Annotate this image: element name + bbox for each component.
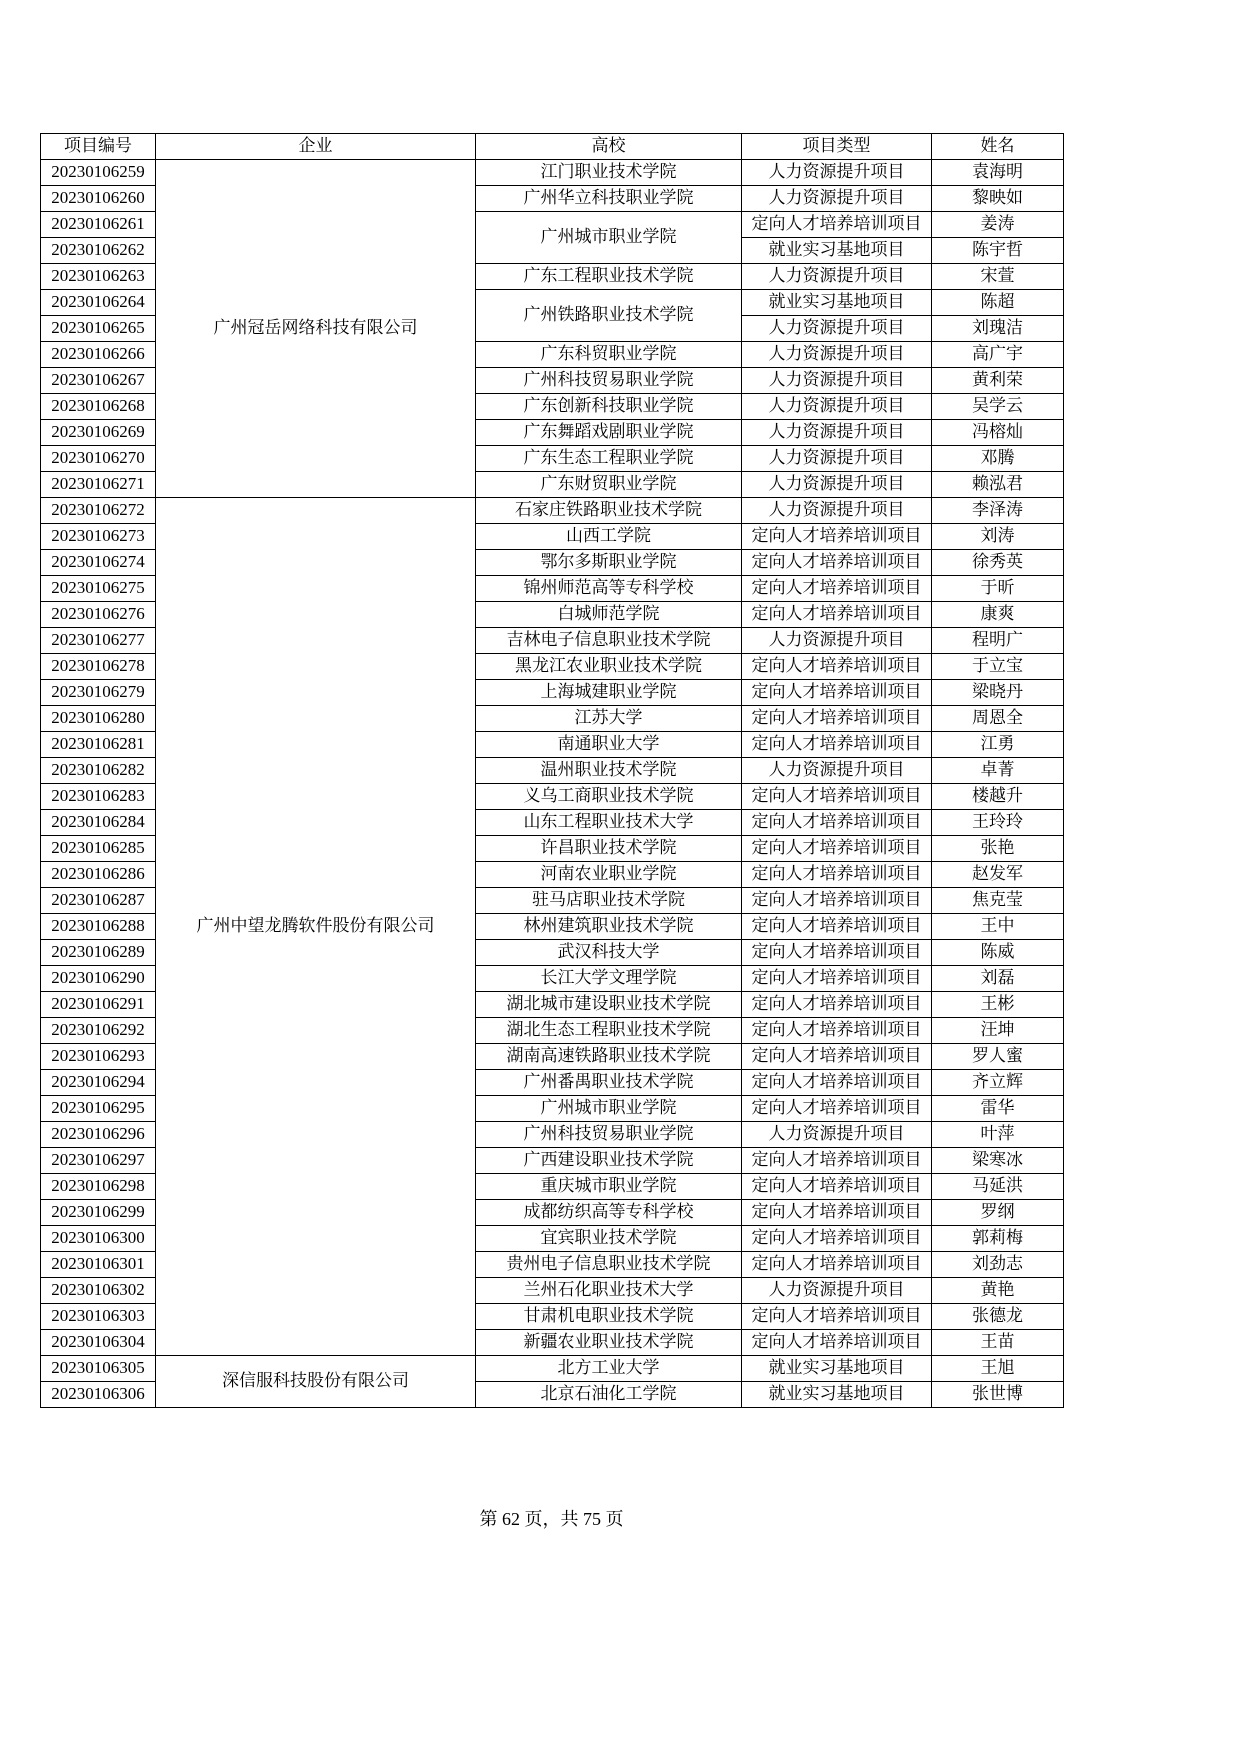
cell-project-id: 20230106280 — [41, 706, 156, 732]
cell-school: 广东创新科技职业学院 — [476, 394, 742, 420]
cell-project-id: 20230106287 — [41, 888, 156, 914]
cell-name: 李泽涛 — [932, 498, 1064, 524]
cell-project-type: 人力资源提升项目 — [742, 160, 932, 186]
cell-name: 邓腾 — [932, 446, 1064, 472]
cell-name: 陈宇哲 — [932, 238, 1064, 264]
cell-project-id: 20230106305 — [41, 1356, 156, 1382]
cell-school: 北方工业大学 — [476, 1356, 742, 1382]
cell-project-id: 20230106292 — [41, 1018, 156, 1044]
cell-project-type: 人力资源提升项目 — [742, 758, 932, 784]
cell-project-type: 就业实习基地项目 — [742, 238, 932, 264]
cell-school: 成都纺织高等专科学校 — [476, 1200, 742, 1226]
cell-school: 贵州电子信息职业技术学院 — [476, 1252, 742, 1278]
cell-project-id: 20230106284 — [41, 810, 156, 836]
cell-school: 广州铁路职业技术学院 — [476, 290, 742, 342]
cell-project-type: 人力资源提升项目 — [742, 420, 932, 446]
cell-name: 刘瑰洁 — [932, 316, 1064, 342]
cell-project-type: 就业实习基地项目 — [742, 1382, 932, 1408]
cell-name: 江勇 — [932, 732, 1064, 758]
cell-project-type: 定向人才培养培训项目 — [742, 940, 932, 966]
cell-school: 鄂尔多斯职业学院 — [476, 550, 742, 576]
cell-company: 广州中望龙腾软件股份有限公司 — [156, 498, 476, 1356]
cell-project-type: 定向人才培养培训项目 — [742, 680, 932, 706]
table-row — [41, 498, 1064, 524]
cell-name: 王苗 — [932, 1330, 1064, 1356]
cell-project-id: 20230106264 — [41, 290, 156, 316]
cell-project-id: 20230106299 — [41, 1200, 156, 1226]
cell-project-id: 20230106260 — [41, 186, 156, 212]
cell-project-type: 人力资源提升项目 — [742, 264, 932, 290]
cell-school: 广东工程职业技术学院 — [476, 264, 742, 290]
cell-project-type: 人力资源提升项目 — [742, 186, 932, 212]
cell-name: 徐秀英 — [932, 550, 1064, 576]
cell-project-id: 20230106281 — [41, 732, 156, 758]
cell-name: 张世博 — [932, 1382, 1064, 1408]
cell-project-id: 20230106276 — [41, 602, 156, 628]
cell-project-id: 20230106285 — [41, 836, 156, 862]
cell-project-type: 定向人才培养培训项目 — [742, 966, 932, 992]
column-header-project-id: 项目编号 — [41, 134, 156, 160]
cell-project-type: 定向人才培养培训项目 — [742, 602, 932, 628]
cell-school: 山西工学院 — [476, 524, 742, 550]
cell-project-id: 20230106288 — [41, 914, 156, 940]
cell-project-id: 20230106279 — [41, 680, 156, 706]
cell-name: 吴学云 — [932, 394, 1064, 420]
cell-project-id: 20230106303 — [41, 1304, 156, 1330]
cell-project-id: 20230106293 — [41, 1044, 156, 1070]
cell-name: 王彬 — [932, 992, 1064, 1018]
cell-name: 郭莉梅 — [932, 1226, 1064, 1252]
cell-name: 齐立辉 — [932, 1070, 1064, 1096]
cell-school: 南通职业大学 — [476, 732, 742, 758]
cell-name: 梁晓丹 — [932, 680, 1064, 706]
cell-project-id: 20230106290 — [41, 966, 156, 992]
cell-project-id: 20230106275 — [41, 576, 156, 602]
cell-name: 王中 — [932, 914, 1064, 940]
table-row — [41, 1356, 1064, 1382]
cell-project-id: 20230106301 — [41, 1252, 156, 1278]
cell-name: 叶萍 — [932, 1122, 1064, 1148]
cell-school: 义乌工商职业技术学院 — [476, 784, 742, 810]
cell-project-type: 人力资源提升项目 — [742, 316, 932, 342]
cell-project-id: 20230106297 — [41, 1148, 156, 1174]
cell-school: 温州职业技术学院 — [476, 758, 742, 784]
cell-project-type: 定向人才培养培训项目 — [742, 1018, 932, 1044]
cell-name: 罗纲 — [932, 1200, 1064, 1226]
cell-project-id: 20230106273 — [41, 524, 156, 550]
cell-school: 甘肃机电职业技术学院 — [476, 1304, 742, 1330]
cell-school: 广东生态工程职业学院 — [476, 446, 742, 472]
cell-project-type: 定向人才培养培训项目 — [742, 1148, 932, 1174]
cell-name: 马延洪 — [932, 1174, 1064, 1200]
cell-company: 广州冠岳网络科技有限公司 — [156, 160, 476, 498]
cell-project-id: 20230106278 — [41, 654, 156, 680]
cell-name: 康爽 — [932, 602, 1064, 628]
column-header-name: 姓名 — [932, 134, 1064, 160]
cell-project-id: 20230106300 — [41, 1226, 156, 1252]
table-row — [41, 160, 1064, 186]
cell-project-id: 20230106272 — [41, 498, 156, 524]
cell-project-type: 定向人才培养培训项目 — [742, 1252, 932, 1278]
table-body — [41, 160, 1064, 1408]
cell-project-id: 20230106266 — [41, 342, 156, 368]
cell-project-id: 20230106259 — [41, 160, 156, 186]
cell-project-type: 定向人才培养培训项目 — [742, 784, 932, 810]
cell-project-id: 20230106263 — [41, 264, 156, 290]
cell-project-type: 人力资源提升项目 — [742, 1278, 932, 1304]
cell-project-type: 定向人才培养培训项目 — [742, 212, 932, 238]
column-header-school: 高校 — [476, 134, 742, 160]
cell-school: 广州城市职业学院 — [476, 1096, 742, 1122]
cell-project-id: 20230106294 — [41, 1070, 156, 1096]
cell-school: 广东科贸职业学院 — [476, 342, 742, 368]
cell-project-id: 20230106269 — [41, 420, 156, 446]
cell-project-type: 人力资源提升项目 — [742, 342, 932, 368]
cell-name: 汪坤 — [932, 1018, 1064, 1044]
projects-table — [40, 133, 1064, 1408]
cell-school: 广州华立科技职业学院 — [476, 186, 742, 212]
cell-name: 梁寒冰 — [932, 1148, 1064, 1174]
cell-project-type: 就业实习基地项目 — [742, 1356, 932, 1382]
cell-name: 周恩全 — [932, 706, 1064, 732]
cell-name: 黄利荣 — [932, 368, 1064, 394]
cell-project-id: 20230106265 — [41, 316, 156, 342]
column-header-company: 企业 — [156, 134, 476, 160]
cell-name: 于昕 — [932, 576, 1064, 602]
cell-project-type: 定向人才培养培训项目 — [742, 1226, 932, 1252]
cell-name: 楼越升 — [932, 784, 1064, 810]
cell-project-id: 20230106296 — [41, 1122, 156, 1148]
cell-project-type: 人力资源提升项目 — [742, 472, 932, 498]
cell-school: 上海城建职业学院 — [476, 680, 742, 706]
cell-project-id: 20230106268 — [41, 394, 156, 420]
cell-project-type: 人力资源提升项目 — [742, 394, 932, 420]
cell-name: 罗人蜜 — [932, 1044, 1064, 1070]
cell-school: 广州番禺职业技术学院 — [476, 1070, 742, 1096]
cell-name: 高广宇 — [932, 342, 1064, 368]
cell-school: 江门职业技术学院 — [476, 160, 742, 186]
projects-table-container — [40, 133, 1063, 1408]
cell-school: 白城师范学院 — [476, 602, 742, 628]
cell-project-type: 定向人才培养培训项目 — [742, 550, 932, 576]
cell-school: 驻马店职业技术学院 — [476, 888, 742, 914]
cell-project-id: 20230106282 — [41, 758, 156, 784]
cell-project-id: 20230106277 — [41, 628, 156, 654]
cell-project-id: 20230106306 — [41, 1382, 156, 1408]
cell-project-type: 定向人才培养培训项目 — [742, 524, 932, 550]
cell-school: 山东工程职业技术大学 — [476, 810, 742, 836]
cell-school: 锦州师范高等专科学校 — [476, 576, 742, 602]
cell-name: 焦克莹 — [932, 888, 1064, 914]
cell-name: 雷华 — [932, 1096, 1064, 1122]
cell-name: 黎映如 — [932, 186, 1064, 212]
cell-name: 卓菁 — [932, 758, 1064, 784]
cell-project-id: 20230106289 — [41, 940, 156, 966]
cell-project-type: 定向人才培养培训项目 — [742, 1330, 932, 1356]
cell-project-type: 人力资源提升项目 — [742, 498, 932, 524]
cell-project-type: 定向人才培养培训项目 — [742, 654, 932, 680]
cell-name: 宋萱 — [932, 264, 1064, 290]
cell-project-type: 定向人才培养培训项目 — [742, 1304, 932, 1330]
cell-school: 广州科技贸易职业学院 — [476, 368, 742, 394]
cell-school: 广州科技贸易职业学院 — [476, 1122, 742, 1148]
cell-name: 赖泓君 — [932, 472, 1064, 498]
page-number-footer: 第 62 页，共 75 页 — [479, 1509, 624, 1529]
cell-school: 河南农业职业学院 — [476, 862, 742, 888]
cell-name: 王旭 — [932, 1356, 1064, 1382]
cell-project-type: 人力资源提升项目 — [742, 446, 932, 472]
cell-project-type: 定向人才培养培训项目 — [742, 888, 932, 914]
cell-school: 广西建设职业技术学院 — [476, 1148, 742, 1174]
cell-project-id: 20230106283 — [41, 784, 156, 810]
cell-name: 于立宝 — [932, 654, 1064, 680]
cell-project-type: 定向人才培养培训项目 — [742, 1070, 932, 1096]
cell-name: 赵发军 — [932, 862, 1064, 888]
cell-project-type: 人力资源提升项目 — [742, 628, 932, 654]
cell-name: 刘涛 — [932, 524, 1064, 550]
cell-school: 广东财贸职业学院 — [476, 472, 742, 498]
cell-school: 广州城市职业学院 — [476, 212, 742, 264]
cell-company: 深信服科技股份有限公司 — [156, 1356, 476, 1408]
cell-name: 冯榕灿 — [932, 420, 1064, 446]
cell-name: 袁海明 — [932, 160, 1064, 186]
cell-project-type: 定向人才培养培训项目 — [742, 706, 932, 732]
cell-school: 北京石油化工学院 — [476, 1382, 742, 1408]
cell-name: 程明广 — [932, 628, 1064, 654]
cell-school: 宜宾职业技术学院 — [476, 1226, 742, 1252]
cell-name: 黄艳 — [932, 1278, 1064, 1304]
cell-name: 姜涛 — [932, 212, 1064, 238]
cell-project-type: 定向人才培养培训项目 — [742, 1044, 932, 1070]
cell-school: 黑龙江农业职业技术学院 — [476, 654, 742, 680]
cell-project-id: 20230106261 — [41, 212, 156, 238]
cell-name: 刘磊 — [932, 966, 1064, 992]
cell-project-id: 20230106262 — [41, 238, 156, 264]
cell-project-id: 20230106271 — [41, 472, 156, 498]
cell-school: 兰州石化职业技术大学 — [476, 1278, 742, 1304]
cell-school: 新疆农业职业技术学院 — [476, 1330, 742, 1356]
cell-project-type: 定向人才培养培训项目 — [742, 992, 932, 1018]
cell-project-type: 定向人才培养培训项目 — [742, 914, 932, 940]
cell-project-type: 人力资源提升项目 — [742, 368, 932, 394]
cell-project-id: 20230106267 — [41, 368, 156, 394]
cell-school: 吉林电子信息职业技术学院 — [476, 628, 742, 654]
cell-project-type: 就业实习基地项目 — [742, 290, 932, 316]
cell-project-id: 20230106302 — [41, 1278, 156, 1304]
cell-project-type: 定向人才培养培训项目 — [742, 732, 932, 758]
column-header-project-type: 项目类型 — [742, 134, 932, 160]
cell-project-type: 定向人才培养培训项目 — [742, 1174, 932, 1200]
cell-school: 武汉科技大学 — [476, 940, 742, 966]
cell-name: 刘劲志 — [932, 1252, 1064, 1278]
cell-project-id: 20230106298 — [41, 1174, 156, 1200]
cell-school: 广东舞蹈戏剧职业学院 — [476, 420, 742, 446]
cell-project-id: 20230106274 — [41, 550, 156, 576]
cell-school: 重庆城市职业学院 — [476, 1174, 742, 1200]
cell-school: 湖南高速铁路职业技术学院 — [476, 1044, 742, 1070]
cell-name: 陈超 — [932, 290, 1064, 316]
cell-school: 许昌职业技术学院 — [476, 836, 742, 862]
cell-school: 长江大学文理学院 — [476, 966, 742, 992]
cell-project-type: 定向人才培养培训项目 — [742, 836, 932, 862]
cell-project-id: 20230106286 — [41, 862, 156, 888]
cell-project-id: 20230106291 — [41, 992, 156, 1018]
cell-project-type: 定向人才培养培训项目 — [742, 862, 932, 888]
cell-school: 石家庄铁路职业技术学院 — [476, 498, 742, 524]
cell-school: 湖北生态工程职业技术学院 — [476, 1018, 742, 1044]
cell-project-id: 20230106270 — [41, 446, 156, 472]
header-row — [41, 134, 1064, 160]
cell-name: 陈威 — [932, 940, 1064, 966]
cell-name: 张德龙 — [932, 1304, 1064, 1330]
cell-project-id: 20230106295 — [41, 1096, 156, 1122]
cell-school: 湖北城市建设职业技术学院 — [476, 992, 742, 1018]
cell-school: 江苏大学 — [476, 706, 742, 732]
cell-name: 张艳 — [932, 836, 1064, 862]
cell-project-id: 20230106304 — [41, 1330, 156, 1356]
cell-project-type: 人力资源提升项目 — [742, 1122, 932, 1148]
cell-school: 林州建筑职业技术学院 — [476, 914, 742, 940]
cell-project-type: 定向人才培养培训项目 — [742, 576, 932, 602]
table-header — [41, 134, 1064, 160]
cell-name: 王玲玲 — [932, 810, 1064, 836]
cell-project-type: 定向人才培养培训项目 — [742, 1200, 932, 1226]
cell-project-type: 定向人才培养培训项目 — [742, 810, 932, 836]
cell-project-type: 定向人才培养培训项目 — [742, 1096, 932, 1122]
